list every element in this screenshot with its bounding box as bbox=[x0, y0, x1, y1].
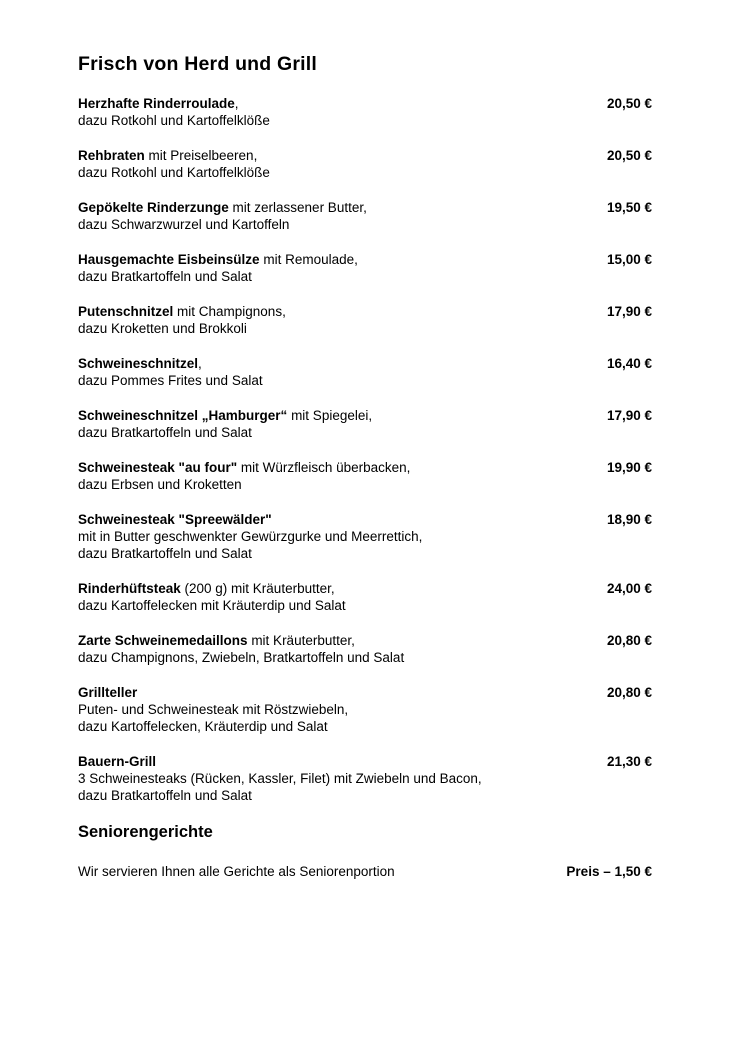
dish-title-row bbox=[78, 511, 652, 528]
menu-item bbox=[78, 684, 652, 735]
dish-description: dazu Kartoffelecken mit Kräuterdip und Salat bbox=[78, 598, 346, 613]
menu-item bbox=[78, 580, 652, 614]
menu-item bbox=[78, 407, 652, 441]
dish-name: Schweinesteak "au four" bbox=[78, 460, 238, 475]
dish-name: Putenschnitzel bbox=[78, 304, 174, 319]
dish-subtitle: mit Preiselbeeren, bbox=[144, 148, 258, 163]
seniors-price: Preis – 1,50 € bbox=[566, 864, 652, 879]
dish-title-row bbox=[78, 355, 652, 372]
section-title-seniorengerichte: Seniorengerichte bbox=[78, 823, 213, 841]
dish-subtitle: mit zerlassener Butter, bbox=[228, 200, 367, 215]
dish-name: Hausgemachte Eisbeinsülze bbox=[78, 252, 260, 267]
dish-title-row bbox=[78, 753, 652, 770]
dish-title-line bbox=[78, 407, 607, 424]
dish-title-row bbox=[78, 251, 652, 268]
menu-item bbox=[78, 459, 652, 493]
menu-items-list bbox=[78, 95, 652, 804]
dish-price: 20,50 € bbox=[606, 96, 652, 111]
menu-item bbox=[78, 199, 652, 233]
dish-name: Bauern-Grill bbox=[78, 754, 157, 769]
dish-name: Schweineschnitzel bbox=[78, 356, 199, 371]
dish-description: dazu Schwarzwurzel und Kartoffeln bbox=[78, 217, 290, 232]
dish-title-line bbox=[78, 459, 607, 476]
dish-price: 21,30 € bbox=[606, 754, 652, 769]
dish-description: 3 Schweinesteaks (Rücken, Kassler, Filet) mit Zwiebeln und Bacon, bbox=[78, 771, 482, 786]
dish-price: 24,00 € bbox=[606, 581, 652, 596]
dish-subtitle: mit Kräuterbutter, bbox=[247, 633, 355, 648]
dish-title-line bbox=[78, 303, 607, 320]
dish-title-line bbox=[78, 251, 607, 268]
dish-title-row bbox=[78, 459, 652, 476]
dish-description: dazu Bratkartoffeln und Salat bbox=[78, 546, 252, 561]
dish-description: dazu Bratkartoffeln und Salat bbox=[78, 269, 252, 284]
dish-description: dazu Kartoffelecken, Kräuterdip und Salat bbox=[78, 719, 328, 734]
menu-item bbox=[78, 511, 652, 562]
dish-subtitle: mit Spiegelei, bbox=[287, 408, 373, 423]
dish-title-line bbox=[78, 511, 607, 528]
dish-price: 18,90 € bbox=[606, 512, 652, 527]
seniors-note-row bbox=[78, 863, 652, 880]
dish-title-line bbox=[78, 684, 607, 701]
dish-subtitle: , bbox=[234, 96, 239, 111]
dish-subtitle: mit Champignons, bbox=[173, 304, 286, 319]
seniors-note: Wir servieren Ihnen alle Gerichte als Seniorenportion bbox=[78, 864, 395, 879]
dish-title-row bbox=[78, 684, 652, 701]
dish-description: dazu Champignons, Zwiebeln, Bratkartoffeln und Salat bbox=[78, 650, 405, 665]
dish-name: Rehbraten bbox=[78, 148, 145, 163]
dish-description: dazu Kroketten und Brokkoli bbox=[78, 321, 247, 336]
dish-title-row bbox=[78, 95, 652, 112]
dish-description: dazu Bratkartoffeln und Salat bbox=[78, 788, 252, 803]
menu-item bbox=[78, 95, 652, 129]
dish-title-line bbox=[78, 199, 607, 216]
dish-description: dazu Erbsen und Kroketten bbox=[78, 477, 242, 492]
dish-title-line bbox=[78, 753, 607, 770]
dish-title-row bbox=[78, 632, 652, 649]
dish-title-row bbox=[78, 147, 652, 164]
dish-price: 15,00 € bbox=[606, 252, 652, 267]
dish-name: Herzhafte Rinderroulade bbox=[78, 96, 235, 111]
menu-item bbox=[78, 355, 652, 389]
dish-description: dazu Bratkartoffeln und Salat bbox=[78, 425, 252, 440]
dish-price: 17,90 € bbox=[606, 304, 652, 319]
menu-item bbox=[78, 303, 652, 337]
dish-price: 19,90 € bbox=[606, 460, 652, 475]
dish-description: dazu Rotkohl und Kartoffelklöße bbox=[78, 113, 270, 128]
dish-name: Grillteller bbox=[78, 685, 138, 700]
dish-title-row bbox=[78, 199, 652, 216]
dish-price: 19,50 € bbox=[606, 200, 652, 215]
dish-title-row bbox=[78, 407, 652, 424]
dish-subtitle: , bbox=[198, 356, 202, 371]
dish-title-line bbox=[78, 95, 607, 112]
dish-title-line bbox=[78, 580, 607, 597]
dish-description: dazu Pommes Frites und Salat bbox=[78, 373, 263, 388]
dish-subtitle: (200 g) mit Kräuterbutter, bbox=[180, 581, 335, 596]
menu-item bbox=[78, 753, 652, 804]
dish-name: Schweinesteak "Spreewälder" bbox=[78, 512, 272, 527]
menu-item bbox=[78, 251, 652, 285]
dish-name: Gepökelte Rinderzunge bbox=[78, 200, 229, 215]
dish-title-line bbox=[78, 355, 607, 372]
dish-name: Rinderhüftsteak bbox=[78, 581, 181, 596]
dish-price: 20,80 € bbox=[606, 633, 652, 648]
dish-description: Puten- und Schweinesteak mit Röstzwiebeln, bbox=[78, 702, 349, 717]
dish-price: 16,40 € bbox=[606, 356, 652, 371]
dish-price: 20,50 € bbox=[606, 148, 652, 163]
section-title-herd-und-grill: Frisch von Herd und Grill bbox=[78, 53, 318, 75]
dish-title-row bbox=[78, 580, 652, 597]
menu-item bbox=[78, 632, 652, 666]
dish-name: Schweineschnitzel „Hamburger“ bbox=[78, 408, 288, 423]
dish-title-line bbox=[78, 147, 607, 164]
dish-name: Zarte Schweinemedaillons bbox=[78, 633, 248, 648]
dish-subtitle: mit Remoulade, bbox=[259, 252, 358, 267]
dish-price: 17,90 € bbox=[606, 408, 652, 423]
dish-title-row bbox=[78, 303, 652, 320]
menu-item bbox=[78, 147, 652, 181]
dish-title-line bbox=[78, 632, 607, 649]
dish-price: 20,80 € bbox=[606, 685, 652, 700]
dish-subtitle: mit Würzfleisch überbacken, bbox=[237, 460, 411, 475]
dish-description: mit in Butter geschwenkter Gewürzgurke und Meerrettich, bbox=[78, 529, 423, 544]
dish-description: dazu Rotkohl und Kartoffelklöße bbox=[78, 165, 270, 180]
